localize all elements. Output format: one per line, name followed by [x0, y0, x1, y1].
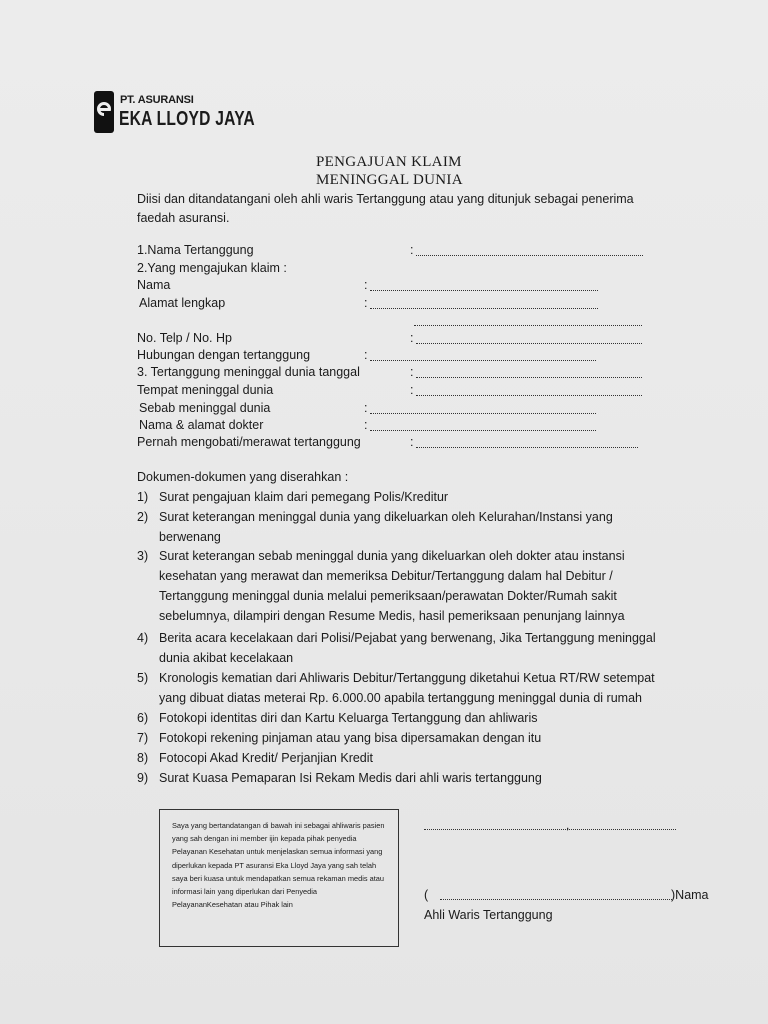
field-blank-pernah	[416, 446, 638, 448]
colon: :	[410, 243, 414, 257]
logo-company-prefix: PT. ASURANSI	[120, 94, 194, 106]
signature-open-paren: (	[424, 888, 429, 902]
field-blank-dokter	[370, 429, 596, 431]
list-item-text: Surat keterangan sebab meninggal dunia yang dikeluarkan oleh dokter atau instansi kesehatan yang merawat dan memeriksa Debitur/Tertanggung dalam hal Debitur / Tertanggung meninggal dunia melalui pemeriksaan/perawatan Dokter/Rumah sakit sebelumnya, dilampiri dengan Resume Medis, hasil pemeriksaan penunjang lainnya	[159, 549, 625, 623]
field-blank-sebab	[370, 412, 596, 414]
consent-statement-box: Saya yang bertandatangan di bawah ini sebagai ahliwaris pasien yang sah dengan ini member ijin kepada pihak penyedia Pelayanan Kesehatan untuk menjelaskan semua informasi yang diperlukan kepada PT asuransi Eka Lloyd Jaya yang sah telah saya beri kuasa untuk mendapatkan semua rekaman medis atau informasi lain yang diperlukan dari Penyedia PelayananKesehatan atau Pihak lain	[159, 809, 399, 947]
documents-heading: Dokumen-dokumen yang diserahkan :	[137, 470, 349, 484]
field-label-tempat: Tempat meninggal dunia	[137, 383, 274, 397]
field-label-pernah: Pernah mengobati/merawat tertanggung	[137, 435, 361, 449]
list-item-number: 4)	[137, 631, 149, 645]
field-label-sebab: Sebab meninggal dunia	[139, 401, 271, 415]
form-instructions: Diisi dan ditandatangani oleh ahli waris Tertanggung atau yang ditunjuk sebagai penerima faedah asuransi.	[137, 192, 634, 225]
list-item-text: Surat Kuasa Pemaparan Isi Rekam Medis dari ahli waris tertanggung	[159, 771, 542, 785]
field-label-tanggal: 3. Tertanggung meninggal dunia tanggal	[137, 365, 360, 379]
colon: :	[410, 365, 414, 379]
field-blank-nama	[370, 289, 598, 291]
field-blank-nama-tertanggung	[416, 254, 643, 256]
list-item-text: Kronologis kematian dari Ahliwaris Debitur/Tertanggung diketahui Ketua RT/RW setempat yang dibuat diatas meterai Rp. 6.000.00 apabila tertanggung meninggal dunia di rumah	[159, 671, 655, 705]
colon: :	[364, 278, 368, 292]
list-item-number: 6)	[137, 711, 149, 725]
list-item-text: Fotokopi rekening pinjaman atau yang bisa dipersamakan dengan itu	[159, 731, 542, 745]
field-blank-hubungan	[370, 359, 596, 361]
list-item-number: 1)	[137, 490, 149, 504]
field-blank-tanggal	[416, 376, 642, 378]
list-item-number: 8)	[137, 751, 149, 765]
colon: :	[410, 331, 414, 345]
form-title-line1: PENGAJUAN KLAIM	[316, 154, 462, 170]
field-blank-alamat	[370, 307, 598, 309]
field-blank-alamat-line2	[414, 324, 642, 326]
field-label-dokter: Nama & alamat dokter	[139, 418, 264, 432]
colon: :	[410, 383, 414, 397]
field-label-nama: Nama	[137, 278, 171, 292]
field-blank-tempat	[416, 394, 642, 396]
colon: :	[364, 348, 368, 362]
signature-name-blank	[440, 899, 672, 900]
field-label-yang-mengajukan: 2.Yang mengajukan klaim :	[137, 261, 287, 275]
list-item-text: Surat pengajuan klaim dari pemegang Polis/Kreditur	[159, 490, 449, 504]
list-item-text: Surat keterangan meninggal dunia yang dikeluarkan oleh Kelurahan/Instansi yang berwenang	[159, 510, 613, 544]
eka-lloyd-logo-icon	[94, 91, 114, 133]
list-item-number: 2)	[137, 510, 149, 524]
colon: :	[364, 418, 368, 432]
list-item-number: 7)	[137, 731, 149, 745]
field-blank-telp	[416, 342, 642, 344]
field-label-nama-tertanggung: 1.Nama Tertanggung	[137, 243, 254, 257]
signature-date-comma: ,	[566, 818, 570, 832]
signature-role-label: Ahli Waris Tertanggung	[424, 908, 553, 922]
list-item-text: Fotocopi Akad Kredit/ Perjanjian Kredit	[159, 751, 374, 765]
signature-place-date-blank	[424, 829, 676, 830]
colon: :	[364, 401, 368, 415]
field-label-alamat: Alamat lengkap	[139, 296, 226, 310]
colon: :	[364, 296, 368, 310]
field-label-telp: No. Telp / No. Hp	[137, 331, 232, 345]
list-item-number: 9)	[137, 771, 149, 785]
list-item-text: Berita acara kecelakaan dari Polisi/Pejabat yang berwenang, Jika Tertanggung meninggal dunia akibat kecelakaan	[159, 631, 656, 665]
form-title-line2: MENINGGAL DUNIA	[316, 172, 463, 188]
list-item-text: Fotokopi identitas diri dan Kartu Keluarga Tertanggung dan ahliwaris	[159, 711, 538, 725]
colon: :	[410, 435, 414, 449]
field-label-hubungan: Hubungan dengan tertanggung	[137, 348, 311, 362]
signature-name-label: )Nama	[671, 888, 709, 902]
list-item-number: 3)	[137, 549, 149, 563]
list-item-number: 5)	[137, 671, 149, 685]
logo-company-name: EKA LLOYD JAYA	[119, 108, 255, 130]
